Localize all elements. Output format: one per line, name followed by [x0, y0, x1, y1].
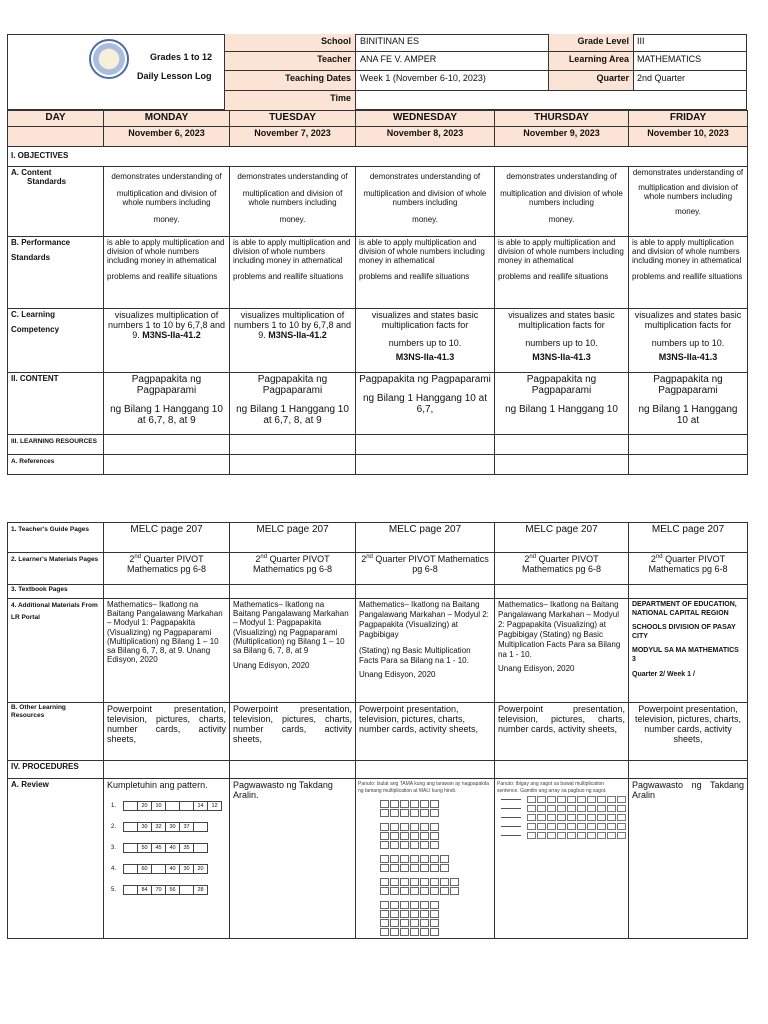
worksheet-cell	[547, 823, 556, 830]
review-tuesday: Pagwawasto ng Takdang Aralin.	[230, 779, 356, 939]
performance-standard-friday: is able to apply multiplication and division of whole numbers including money in athematical problems and reallife situations	[629, 237, 748, 309]
learning-resources-label: III. LEARNING RESOURCES	[8, 435, 104, 455]
worksheet-thursday-instructions: Panuto: Ibigay ang sagot sa bawat multiplication sentence. Gamitin ang array sa pagbuo ng sagot.	[497, 781, 607, 794]
array-cell	[380, 823, 389, 831]
array-figure	[380, 855, 492, 872]
worksheet-wednesday-instructions: Panuto: Isulat ang TAMA kung ang larawan ay nagpapakita ng tamang multiplication at MALI kung hindi.	[358, 781, 490, 794]
worksheet-cell	[567, 823, 576, 830]
array-cell	[400, 809, 409, 817]
worksheet-row	[501, 796, 626, 803]
array-cell	[380, 928, 389, 936]
pattern-row-number: 2.	[111, 824, 117, 830]
worksheet-cell	[547, 832, 556, 839]
array-cell	[440, 878, 449, 886]
array-cell	[380, 864, 389, 872]
array-cell	[420, 800, 429, 808]
quarter-label: Quarter	[596, 73, 629, 83]
array-cell	[400, 878, 409, 886]
pattern-cell	[124, 865, 138, 873]
worksheet-cell	[557, 814, 566, 821]
worksheet-cell	[617, 796, 626, 803]
pattern-row-number: 5.	[111, 887, 117, 893]
other-friday: Powerpoint presentation, television, pictures, charts, number cards, activity sheets,	[629, 703, 748, 761]
grade-level-label: Grade Level	[577, 36, 629, 46]
array-cell	[400, 841, 409, 849]
answer-line	[501, 799, 521, 800]
array-cell	[380, 841, 389, 849]
date-wednesday: November 8, 2023	[356, 127, 495, 147]
array-cell	[380, 809, 389, 817]
pattern-cell: 84	[138, 886, 152, 894]
worksheet-cell	[527, 814, 536, 821]
array-cell	[410, 832, 419, 840]
array-cell	[430, 855, 439, 863]
pattern-cell	[124, 802, 138, 810]
worksheet-cell	[597, 832, 606, 839]
lm-tuesday: 2nd Quarter PIVOT Mathematics pg 6-8	[230, 553, 356, 585]
worksheet-cell	[617, 832, 626, 839]
pattern-cell: 32	[152, 823, 166, 831]
add-tuesday: Mathematics– Ikatlong na Baitang Pangalawang Markahan – Modyul 1: Pagpapakita (Visualizing) ng Pagpaparami (Multiplication) ng Bilang 1 – 10 sa Bilang 6, 7, 8, at 9 Unang Edisyon, 2020	[230, 599, 356, 703]
answer-line	[501, 817, 521, 818]
add-monday: Mathematics– Ikatlong na Baitang Pangalawang Markahan – Modyul 1: Pagpapakita (Visualizing) ng Pagpaparami (Multiplication) ng Bilang 1 – 10 sa Bilang 6, 7, 8, at 9. Unang Edisyon, 2020	[104, 599, 230, 703]
pattern-row-number: 4.	[111, 866, 117, 872]
array-figure	[380, 800, 492, 817]
grades-title: Grades 1 to 12	[150, 52, 213, 62]
worksheet-cell	[547, 796, 556, 803]
add-friday: DEPARTMENT OF EDUCATION, NATIONAL CAPITAL REGION SCHOOLS DIVISION OF PASAY CITY MODYUL SA MA MATHEMATICS 3 Quarter 2/ Week 1 /	[629, 599, 748, 703]
array-cell	[400, 855, 409, 863]
worksheet-cell	[617, 823, 626, 830]
worksheet-cell	[537, 832, 546, 839]
array-cell	[390, 841, 399, 849]
content-standard-friday: demonstrates understanding of multiplication and division of whole numbers including money.	[629, 167, 748, 237]
pattern-cell	[124, 823, 138, 831]
array-cell	[420, 878, 429, 886]
pattern-row	[111, 885, 226, 895]
tg-wednesday: MELC page 207	[356, 523, 495, 553]
pattern-row-number: 3.	[111, 845, 117, 851]
array-cell	[380, 919, 389, 927]
array-cell	[390, 928, 399, 936]
array-cell	[390, 823, 399, 831]
worksheet-cell	[547, 814, 556, 821]
pattern-cell: 35	[180, 844, 194, 852]
review-wednesday	[356, 779, 495, 939]
pattern-cell	[180, 802, 194, 810]
array-cell	[380, 901, 389, 909]
worksheet-row	[501, 814, 626, 821]
performance-standard-wednesday: is able to apply multiplication and division of whole numbers including money in athematical problems and reallife situations	[356, 237, 495, 309]
learning-competency-label: C. Learning Competency	[8, 309, 104, 373]
additional-materials-label: 4. Additional Materials From LR Portal	[8, 599, 104, 703]
array-cell	[420, 910, 429, 918]
date-monday: November 6, 2023	[104, 127, 230, 147]
performance-standards-label: B. Performance Standards	[8, 237, 104, 309]
pattern-cell: 70	[152, 886, 166, 894]
pattern-cell: 30	[138, 823, 152, 831]
array-worksheet	[358, 800, 492, 936]
date-tuesday: November 7, 2023	[230, 127, 356, 147]
content-standards-label: A. Content Standards	[8, 167, 104, 237]
competency-monday: visualizes multiplication of numbers 1 to 10 by 6,7,8 and 9. M3NS-IIa-41.2	[104, 309, 230, 373]
other-resources-label: B. Other Learning Resources	[8, 703, 104, 761]
array-cell	[430, 841, 439, 849]
array-cell	[380, 878, 389, 886]
array-cell	[400, 887, 409, 895]
content-standard-wednesday: demonstrates understanding of multiplication and division of whole numbers including money.	[356, 167, 495, 237]
grade-level-value: III	[637, 36, 645, 46]
worksheet-cell	[577, 823, 586, 830]
worksheet-cell	[577, 805, 586, 812]
array-cell	[430, 928, 439, 936]
objectives-table	[7, 110, 748, 475]
review-label: A. Review	[8, 779, 104, 939]
pattern-cell: 20	[197, 866, 204, 872]
quarter-value: 2nd Quarter	[637, 73, 686, 83]
pattern-cell: 10	[152, 802, 166, 810]
pattern-cell: 30	[166, 823, 180, 831]
other-thursday: Powerpoint presentation, television, pictures, charts, number cards, activity sheets,	[495, 703, 629, 761]
worksheet-cell	[587, 814, 596, 821]
worksheet-cell	[567, 805, 576, 812]
array-cell	[440, 855, 449, 863]
array-cell	[410, 919, 419, 927]
array-cell	[400, 901, 409, 909]
pattern-row	[111, 822, 226, 832]
school-label: School	[320, 36, 351, 46]
pattern-cell: 56	[166, 886, 180, 894]
worksheet-cell	[607, 832, 616, 839]
pattern-cell: 60	[138, 865, 152, 873]
array-cell	[380, 910, 389, 918]
worksheet-cell	[607, 805, 616, 812]
day-friday: FRIDAY	[629, 111, 748, 127]
worksheet-cell	[567, 832, 576, 839]
tg-monday: MELC page 207	[104, 523, 230, 553]
array-cell	[430, 809, 439, 817]
array-cell	[430, 832, 439, 840]
array-cell	[410, 887, 419, 895]
pattern-cell	[180, 886, 194, 894]
array-cell	[420, 887, 429, 895]
tg-thursday: MELC page 207	[495, 523, 629, 553]
review-thursday	[495, 779, 629, 939]
worksheet-cell	[597, 796, 606, 803]
content-friday: Pagpapakita ng Pagpaparami ng Bilang 1 Hanggang 10 at	[629, 373, 748, 435]
array-cell	[410, 809, 419, 817]
pattern-cell: 12	[211, 803, 218, 809]
array-cell	[390, 864, 399, 872]
array-cell	[410, 841, 419, 849]
array-cell	[400, 823, 409, 831]
other-tuesday: Powerpoint presentation, television, pictures, charts, number cards, activity sheets,	[230, 703, 356, 761]
array-cell	[410, 878, 419, 886]
textbook-pages-label: 3. Textbook Pages	[8, 585, 104, 599]
pattern-cell	[152, 865, 166, 873]
lm-thursday: 2nd Quarter PIVOT Mathematics pg 6-8	[495, 553, 629, 585]
procedures-label: IV. PROCEDURES	[8, 761, 104, 779]
worksheet-cell	[577, 814, 586, 821]
worksheet-cell	[587, 805, 596, 812]
array-cell	[400, 919, 409, 927]
array-cell	[400, 800, 409, 808]
competency-thursday: visualizes and states basic multiplication facts for numbers up to 10. M3NS-IIa-41.3	[495, 309, 629, 373]
performance-standard-monday: is able to apply multiplication and division of whole numbers including money in athematical problems and reallife situations	[104, 237, 230, 309]
answer-line	[501, 835, 521, 836]
date-thursday: November 9, 2023	[495, 127, 629, 147]
learners-materials-label: 2. Learner's Materials Pages	[8, 553, 104, 585]
day-thursday: THURSDAY	[495, 111, 629, 127]
pattern-row	[111, 801, 226, 811]
array-cell	[420, 901, 429, 909]
deped-seal	[89, 39, 129, 79]
pattern-cell: 40	[166, 844, 180, 852]
array-cell	[400, 928, 409, 936]
array-cell	[430, 910, 439, 918]
pattern-cell	[166, 802, 180, 810]
array-cell	[410, 823, 419, 831]
array-cell	[420, 809, 429, 817]
array-cell	[390, 800, 399, 808]
objectives-heading: I. OBJECTIVES	[8, 147, 748, 167]
add-thursday: Mathematics– Ikatlong na Baitang Pangalawang Markahan – Modyul 2: Pagpapakita (Visualizing) at Pagbibigay (Stating) ng Basic Multiplication Facts Para sa Bilang na 1 - 10. Unang Edisyon, 2020	[495, 599, 629, 703]
competency-wednesday: visualizes and states basic multiplication facts for numbers up to 10. M3NS-IIa-41.3	[356, 309, 495, 373]
worksheet-cell	[557, 796, 566, 803]
day-wednesday: WEDNESDAY	[356, 111, 495, 127]
worksheet-cell	[547, 805, 556, 812]
array-cell	[390, 901, 399, 909]
pattern-cell: 40	[166, 865, 180, 873]
resources-table	[7, 522, 748, 939]
tg-friday: MELC page 207	[629, 523, 748, 553]
header-grid	[7, 34, 747, 110]
worksheet-cell	[537, 796, 546, 803]
worksheet-cell	[617, 814, 626, 821]
array-figure	[380, 901, 492, 936]
worksheet-cell	[527, 805, 536, 812]
teacher-label: Teacher	[317, 54, 351, 64]
content-standard-thursday: demonstrates understanding of multiplication and division of whole numbers including money.	[495, 167, 629, 237]
array-cell	[410, 800, 419, 808]
teacher-value: ANA FE V. AMPER	[360, 54, 437, 64]
worksheet-cell	[607, 796, 616, 803]
array-cell	[420, 864, 429, 872]
pattern-cell	[194, 823, 207, 831]
array-cell	[430, 864, 439, 872]
worksheet-cell	[607, 814, 616, 821]
worksheet-cell	[587, 832, 596, 839]
array-cell	[420, 841, 429, 849]
array-cell	[380, 832, 389, 840]
array-cell	[440, 864, 449, 872]
pattern-exercise	[107, 801, 226, 895]
add-wednesday: Mathematics– Ikatlong na Baitang Pangalawang Markahan – Modyul 2: Pagpapakita (Visualizing) at Pagbibigay (Stating) ng Basic Multiplication Facts Para sa Bilang na 1 - 10. Unang Edisyon, 2020	[356, 599, 495, 703]
content-label: II. CONTENT	[8, 373, 104, 435]
references-label: A. References	[8, 455, 104, 475]
pattern-cell	[124, 886, 138, 894]
worksheet-cell	[617, 805, 626, 812]
array-cell	[400, 910, 409, 918]
worksheet-cell	[537, 823, 546, 830]
array-cell	[390, 919, 399, 927]
time-label: Time	[330, 93, 351, 103]
worksheet-cell	[557, 805, 566, 812]
other-wednesday: Powerpoint presentation, television, pictures, charts, number cards, activity sheets,	[356, 703, 495, 761]
performance-standard-thursday: is able to apply multiplication and division of whole numbers including money in athematical problems and reallife situations	[495, 237, 629, 309]
array-cell	[410, 855, 419, 863]
array-cell	[390, 910, 399, 918]
review-friday: Pagwawasto ng Takdang Aralin	[629, 779, 748, 939]
performance-standard-tuesday: is able to apply multiplication and division of whole numbers including money in athematical problems and reallife situations	[230, 237, 356, 309]
lm-wednesday: 2nd Quarter PIVOT Mathematics pg 6-8	[356, 553, 495, 585]
array-cell	[430, 878, 439, 886]
pattern-row	[111, 843, 226, 853]
pattern-cell: 14	[194, 802, 208, 810]
pattern-cell	[194, 844, 207, 852]
worksheet-cell	[607, 823, 616, 830]
content-standard-monday: demonstrates understanding of multiplication and division of whole numbers including money.	[104, 167, 230, 237]
worksheet-cell	[597, 805, 606, 812]
lm-friday: 2nd Quarter PIVOT Mathematics pg 6-8	[629, 553, 748, 585]
array-cell	[420, 832, 429, 840]
content-thursday: Pagpapakita ng Pagpaparami ng Bilang 1 Hanggang 10	[495, 373, 629, 435]
worksheet-cell	[597, 823, 606, 830]
array-cell	[450, 878, 459, 886]
lm-monday: 2nd Quarter PIVOT Mathematics pg 6-8	[104, 553, 230, 585]
competency-tuesday: visualizes multiplication of numbers 1 to 10 by 6,7,8 and 9. M3NS-IIa-41.2	[230, 309, 356, 373]
worksheet-cell	[527, 823, 536, 830]
pattern-cell	[124, 844, 138, 852]
array-cell	[380, 855, 389, 863]
content-tuesday: Pagpapakita ng Pagpaparami ng Bilang 1 Hanggang 10 at 6,7, 8, at 9	[230, 373, 356, 435]
worksheet-cell	[557, 823, 566, 830]
array-cell	[430, 823, 439, 831]
day-header: DAY	[8, 111, 104, 127]
teaching-dates-value: Week 1 (November 6-10, 2023)	[360, 73, 486, 83]
content-wednesday: Pagpapakita ng Pagpaparami ng Bilang 1 Hanggang 10 at 6,7,	[356, 373, 495, 435]
array-cell	[390, 832, 399, 840]
other-monday: Powerpoint presentation, television, pictures, charts, number cards, activity sheets,	[104, 703, 230, 761]
array-cell	[450, 887, 459, 895]
competency-friday: visualizes and states basic multiplication facts for numbers up to 10. M3NS-IIa-41.3	[629, 309, 748, 373]
pattern-cell: 50	[138, 844, 152, 852]
array-cell	[410, 864, 419, 872]
array-cell	[390, 855, 399, 863]
worksheet-cell	[537, 814, 546, 821]
worksheet-cell	[537, 805, 546, 812]
array-cell	[420, 823, 429, 831]
learning-area-value: MATHEMATICS	[637, 54, 702, 64]
answer-line	[501, 826, 521, 827]
worksheet-cell	[597, 814, 606, 821]
array-cell	[390, 809, 399, 817]
learning-area-label: Learning Area	[568, 54, 629, 64]
content-standard-tuesday: demonstrates understanding of multiplication and division of whole numbers including money.	[230, 167, 356, 237]
pattern-cell: 20	[138, 802, 152, 810]
day-monday: MONDAY	[104, 111, 230, 127]
school-value: BINITINAN ES	[360, 36, 420, 46]
worksheet-cell	[577, 796, 586, 803]
multiplication-worksheet	[497, 796, 626, 839]
array-cell	[380, 887, 389, 895]
array-cell	[390, 887, 399, 895]
worksheet-row	[501, 823, 626, 830]
pattern-cell: 28	[197, 887, 204, 893]
array-cell	[420, 919, 429, 927]
worksheet-cell	[567, 814, 576, 821]
array-cell	[430, 800, 439, 808]
array-cell	[430, 887, 439, 895]
array-cell	[440, 887, 449, 895]
pattern-row	[111, 864, 226, 874]
array-cell	[430, 901, 439, 909]
array-cell	[390, 878, 399, 886]
pattern-cell: 45	[152, 844, 166, 852]
worksheet-cell	[527, 796, 536, 803]
worksheet-row	[501, 805, 626, 812]
daily-lesson-log-title: Daily Lesson Log	[137, 71, 212, 81]
date-friday: November 10, 2023	[629, 127, 748, 147]
array-cell	[430, 919, 439, 927]
pattern-cell: 37	[180, 823, 194, 831]
teaching-dates-label: Teaching Dates	[285, 73, 351, 83]
array-cell	[400, 832, 409, 840]
array-cell	[420, 855, 429, 863]
pattern-row-number: 1.	[111, 803, 117, 809]
worksheet-row	[501, 832, 626, 839]
array-cell	[410, 901, 419, 909]
array-cell	[420, 928, 429, 936]
content-monday: Pagpapakita ng Pagpaparami ng Bilang 1 Hanggang 10 at 6,7, 8, at 9	[104, 373, 230, 435]
worksheet-cell	[567, 796, 576, 803]
worksheet-cell	[577, 832, 586, 839]
answer-line	[501, 808, 521, 809]
array-cell	[400, 864, 409, 872]
array-cell	[380, 800, 389, 808]
worksheet-cell	[587, 796, 596, 803]
array-cell	[410, 910, 419, 918]
worksheet-cell	[557, 832, 566, 839]
worksheet-cell	[527, 832, 536, 839]
tg-tuesday: MELC page 207	[230, 523, 356, 553]
review-monday: Kumpletuhin ang pattern. 1. 20 10 14 12 2. 30 32 30 37 3. 50 45 40 35 4. 60 40 30 20 5. 84 70 56 28	[104, 779, 230, 939]
day-tuesday: TUESDAY	[230, 111, 356, 127]
array-figure	[380, 878, 492, 895]
pattern-cell: 30	[180, 865, 194, 873]
teachers-guide-label: 1. Teacher's Guide Pages	[8, 523, 104, 553]
array-figure	[380, 823, 492, 849]
worksheet-cell	[587, 823, 596, 830]
array-cell	[410, 928, 419, 936]
